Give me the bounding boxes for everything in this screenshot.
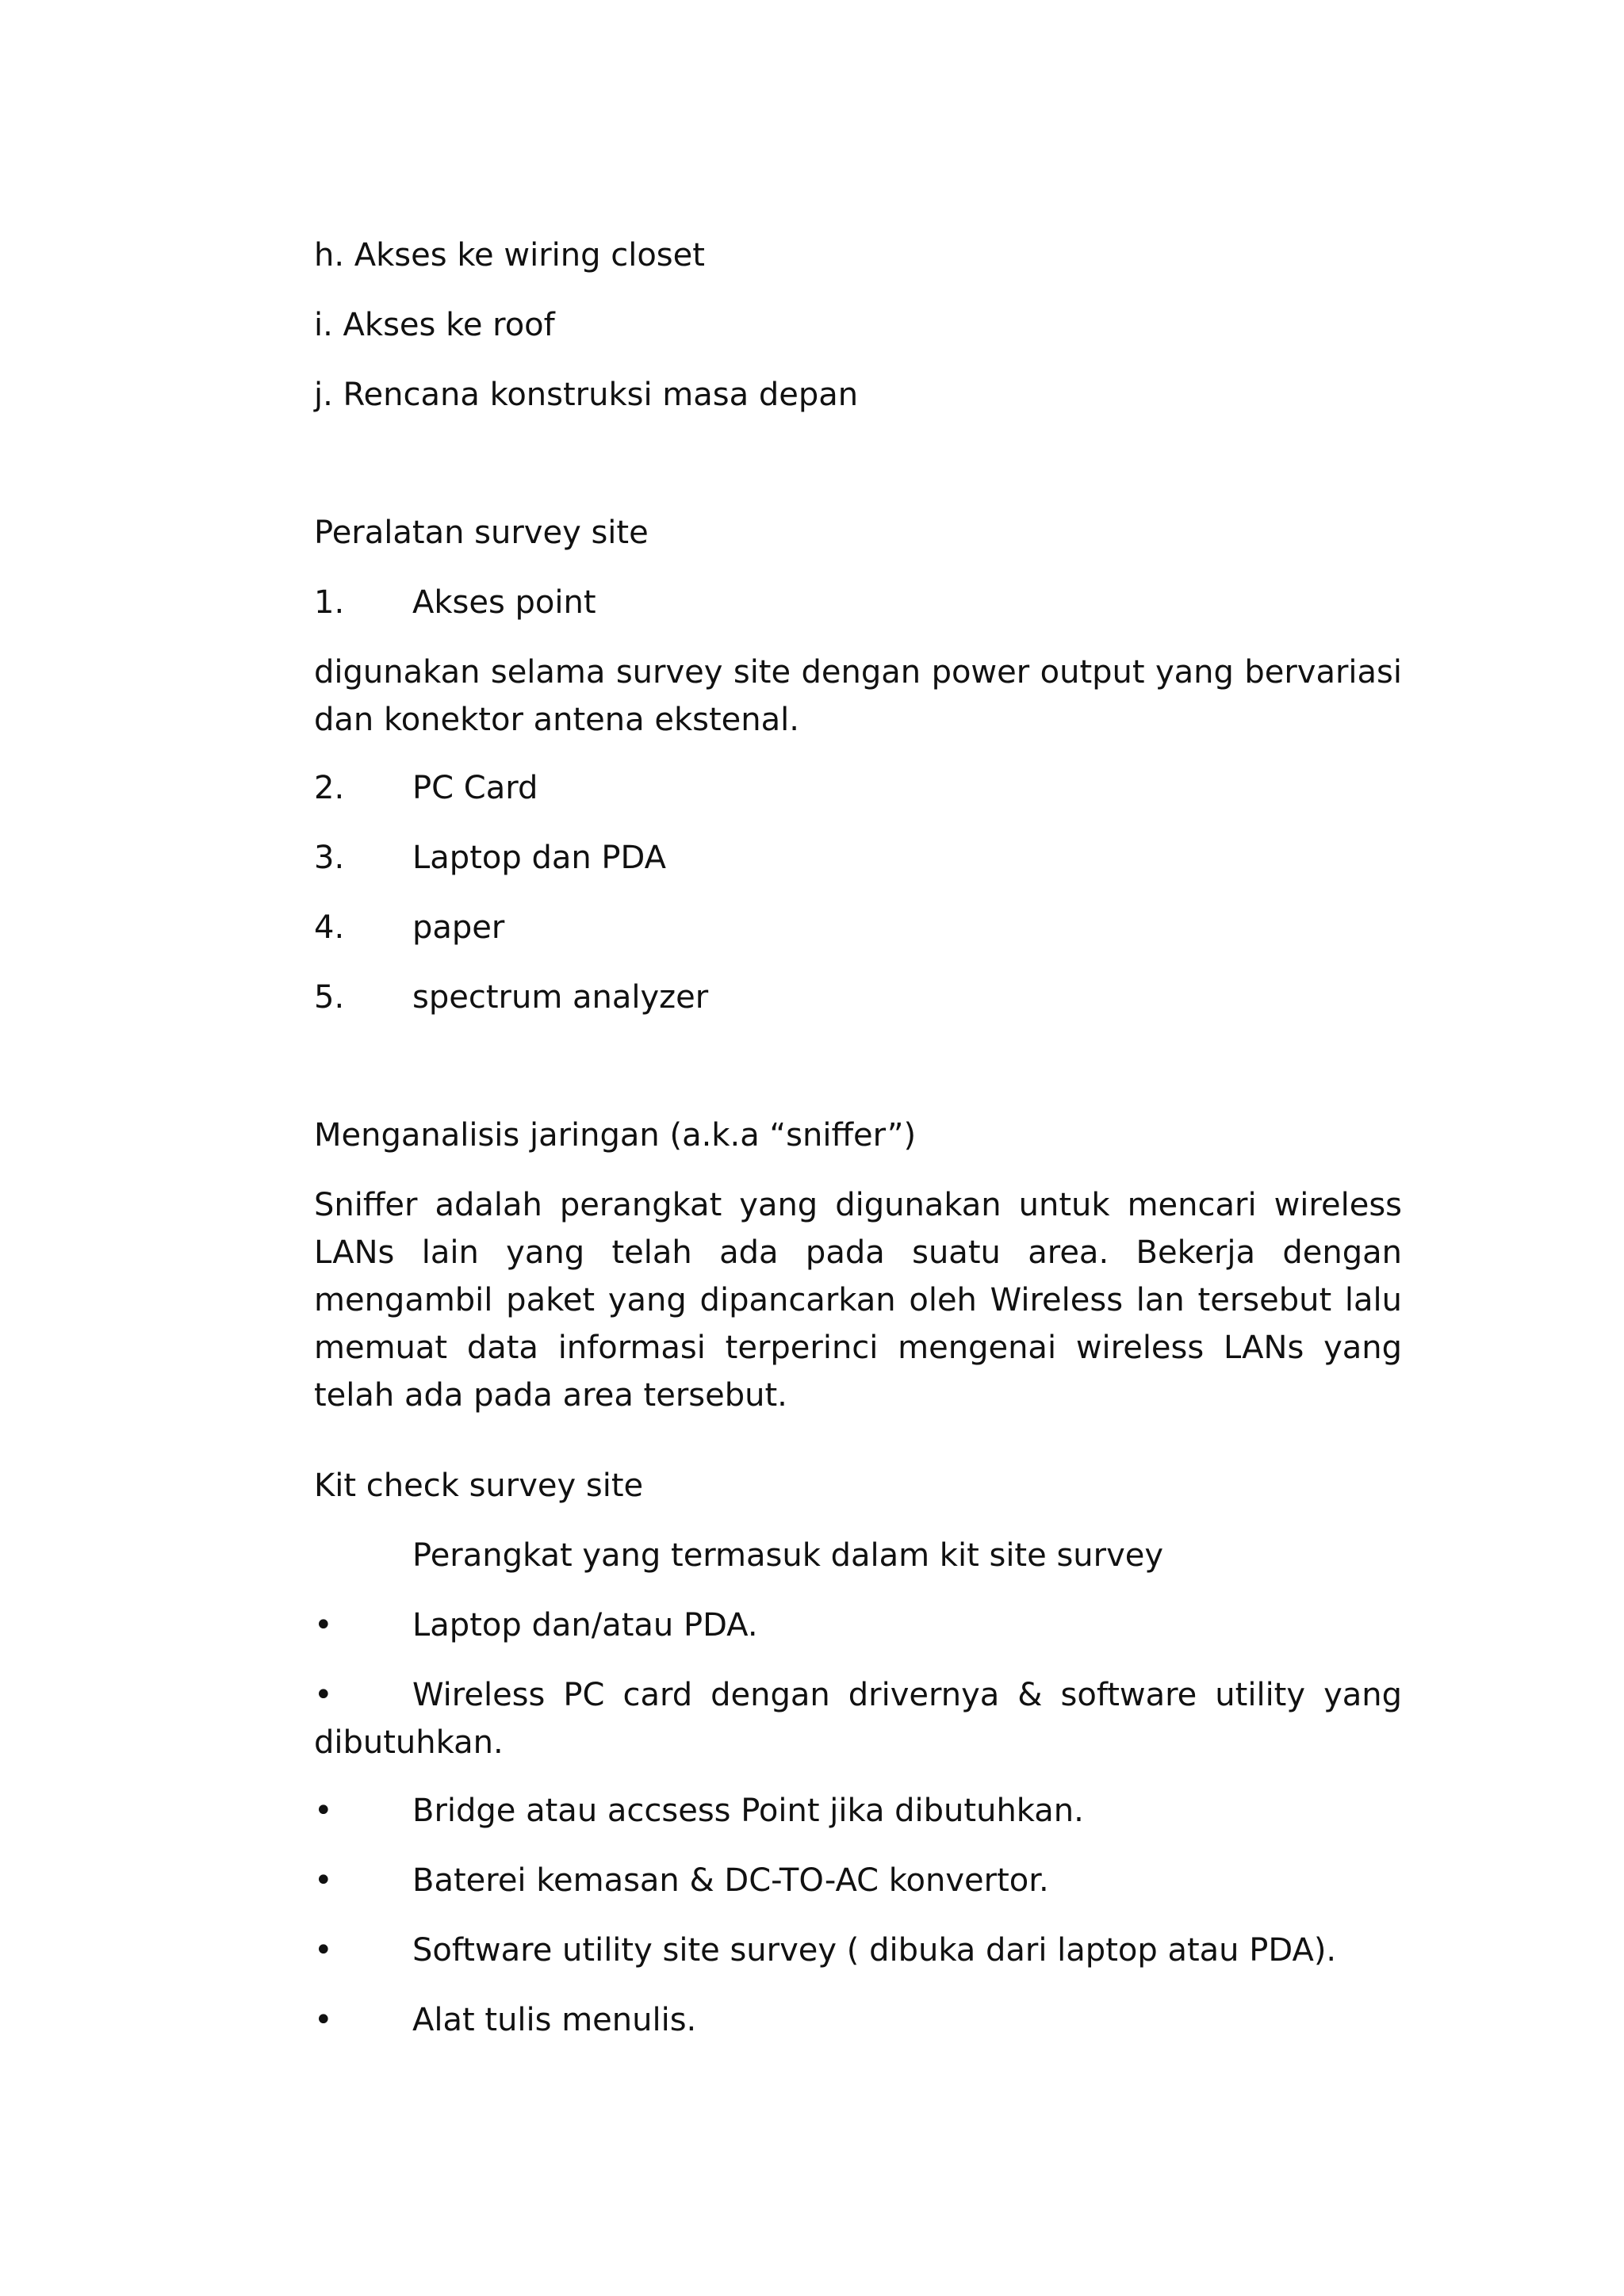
kit-item-bridge: Bridge atau accsess Point jika dibutuhkan. <box>412 1793 1084 1829</box>
item-number-4: 4. <box>314 909 345 946</box>
bullet-1: • <box>314 1607 333 1644</box>
section-heading-peralatan: Peralatan survey site <box>314 515 649 551</box>
item-number-2: 2. <box>314 770 345 806</box>
kit-item-wireless-pc-card-text: Wireless PC card dengan drivernya & software utility yang dibutuhkan. <box>314 1677 1402 1761</box>
bullet-6: • <box>314 2002 333 2038</box>
bullet-2: • <box>314 1677 333 1713</box>
kit-intro: Perangkat yang termasuk dalam kit site survey <box>412 1537 1164 1574</box>
kit-item-baterei: Baterei kemasan & DC-TO-AC konvertor. <box>412 1862 1049 1899</box>
item-label-pc-card: PC Card <box>412 770 538 806</box>
section-heading-sniffer: Menganalisis jaringan (a.k.a “sniffer”) <box>314 1117 917 1154</box>
item-number-5: 5. <box>314 979 345 1016</box>
bullet-4: • <box>314 1862 333 1899</box>
sniffer-paragraph: Sniffer adalah perangkat yang digunakan untuk mencari wireless LANs lain yang telah ada pada suatu area. Bekerja dengan mengambil paket yang dipancarkan oleh Wireless lan tersebut lalu memuat data informasi terperinci mengenai wireless LANs yang telah ada pada area tersebut. <box>314 1187 1402 1414</box>
kit-item-wireless-pc-card <box>314 1671 1402 1766</box>
list-item-h: h. Akses ke wiring closet <box>314 237 705 274</box>
item-label-akses-point: Akses point <box>412 584 596 621</box>
list-item-j: j. Rencana konstruksi masa depan <box>314 377 859 413</box>
item-description-akses-point: digunakan selama survey site dengan power output yang bervariasi dan konektor antena ekstenal. <box>314 654 1402 738</box>
item-label-paper: paper <box>412 909 505 946</box>
item-number-1: 1. <box>314 584 345 621</box>
bullet-5: • <box>314 1932 333 1969</box>
bullet-3: • <box>314 1793 333 1829</box>
list-item-i: i. Akses ke roof <box>314 307 555 343</box>
kit-item-laptop: Laptop dan/atau PDA. <box>412 1607 758 1644</box>
item-label-laptop-pda: Laptop dan PDA <box>412 840 666 876</box>
kit-item-alat-tulis: Alat tulis menulis. <box>412 2002 697 2038</box>
item-number-3: 3. <box>314 840 345 876</box>
kit-item-software-utility: Software utility site survey ( dibuka dari laptop atau PDA). <box>412 1932 1337 1969</box>
item-label-spectrum-analyzer: spectrum analyzer <box>412 979 709 1016</box>
section-heading-kit: Kit check survey site <box>314 1468 644 1504</box>
